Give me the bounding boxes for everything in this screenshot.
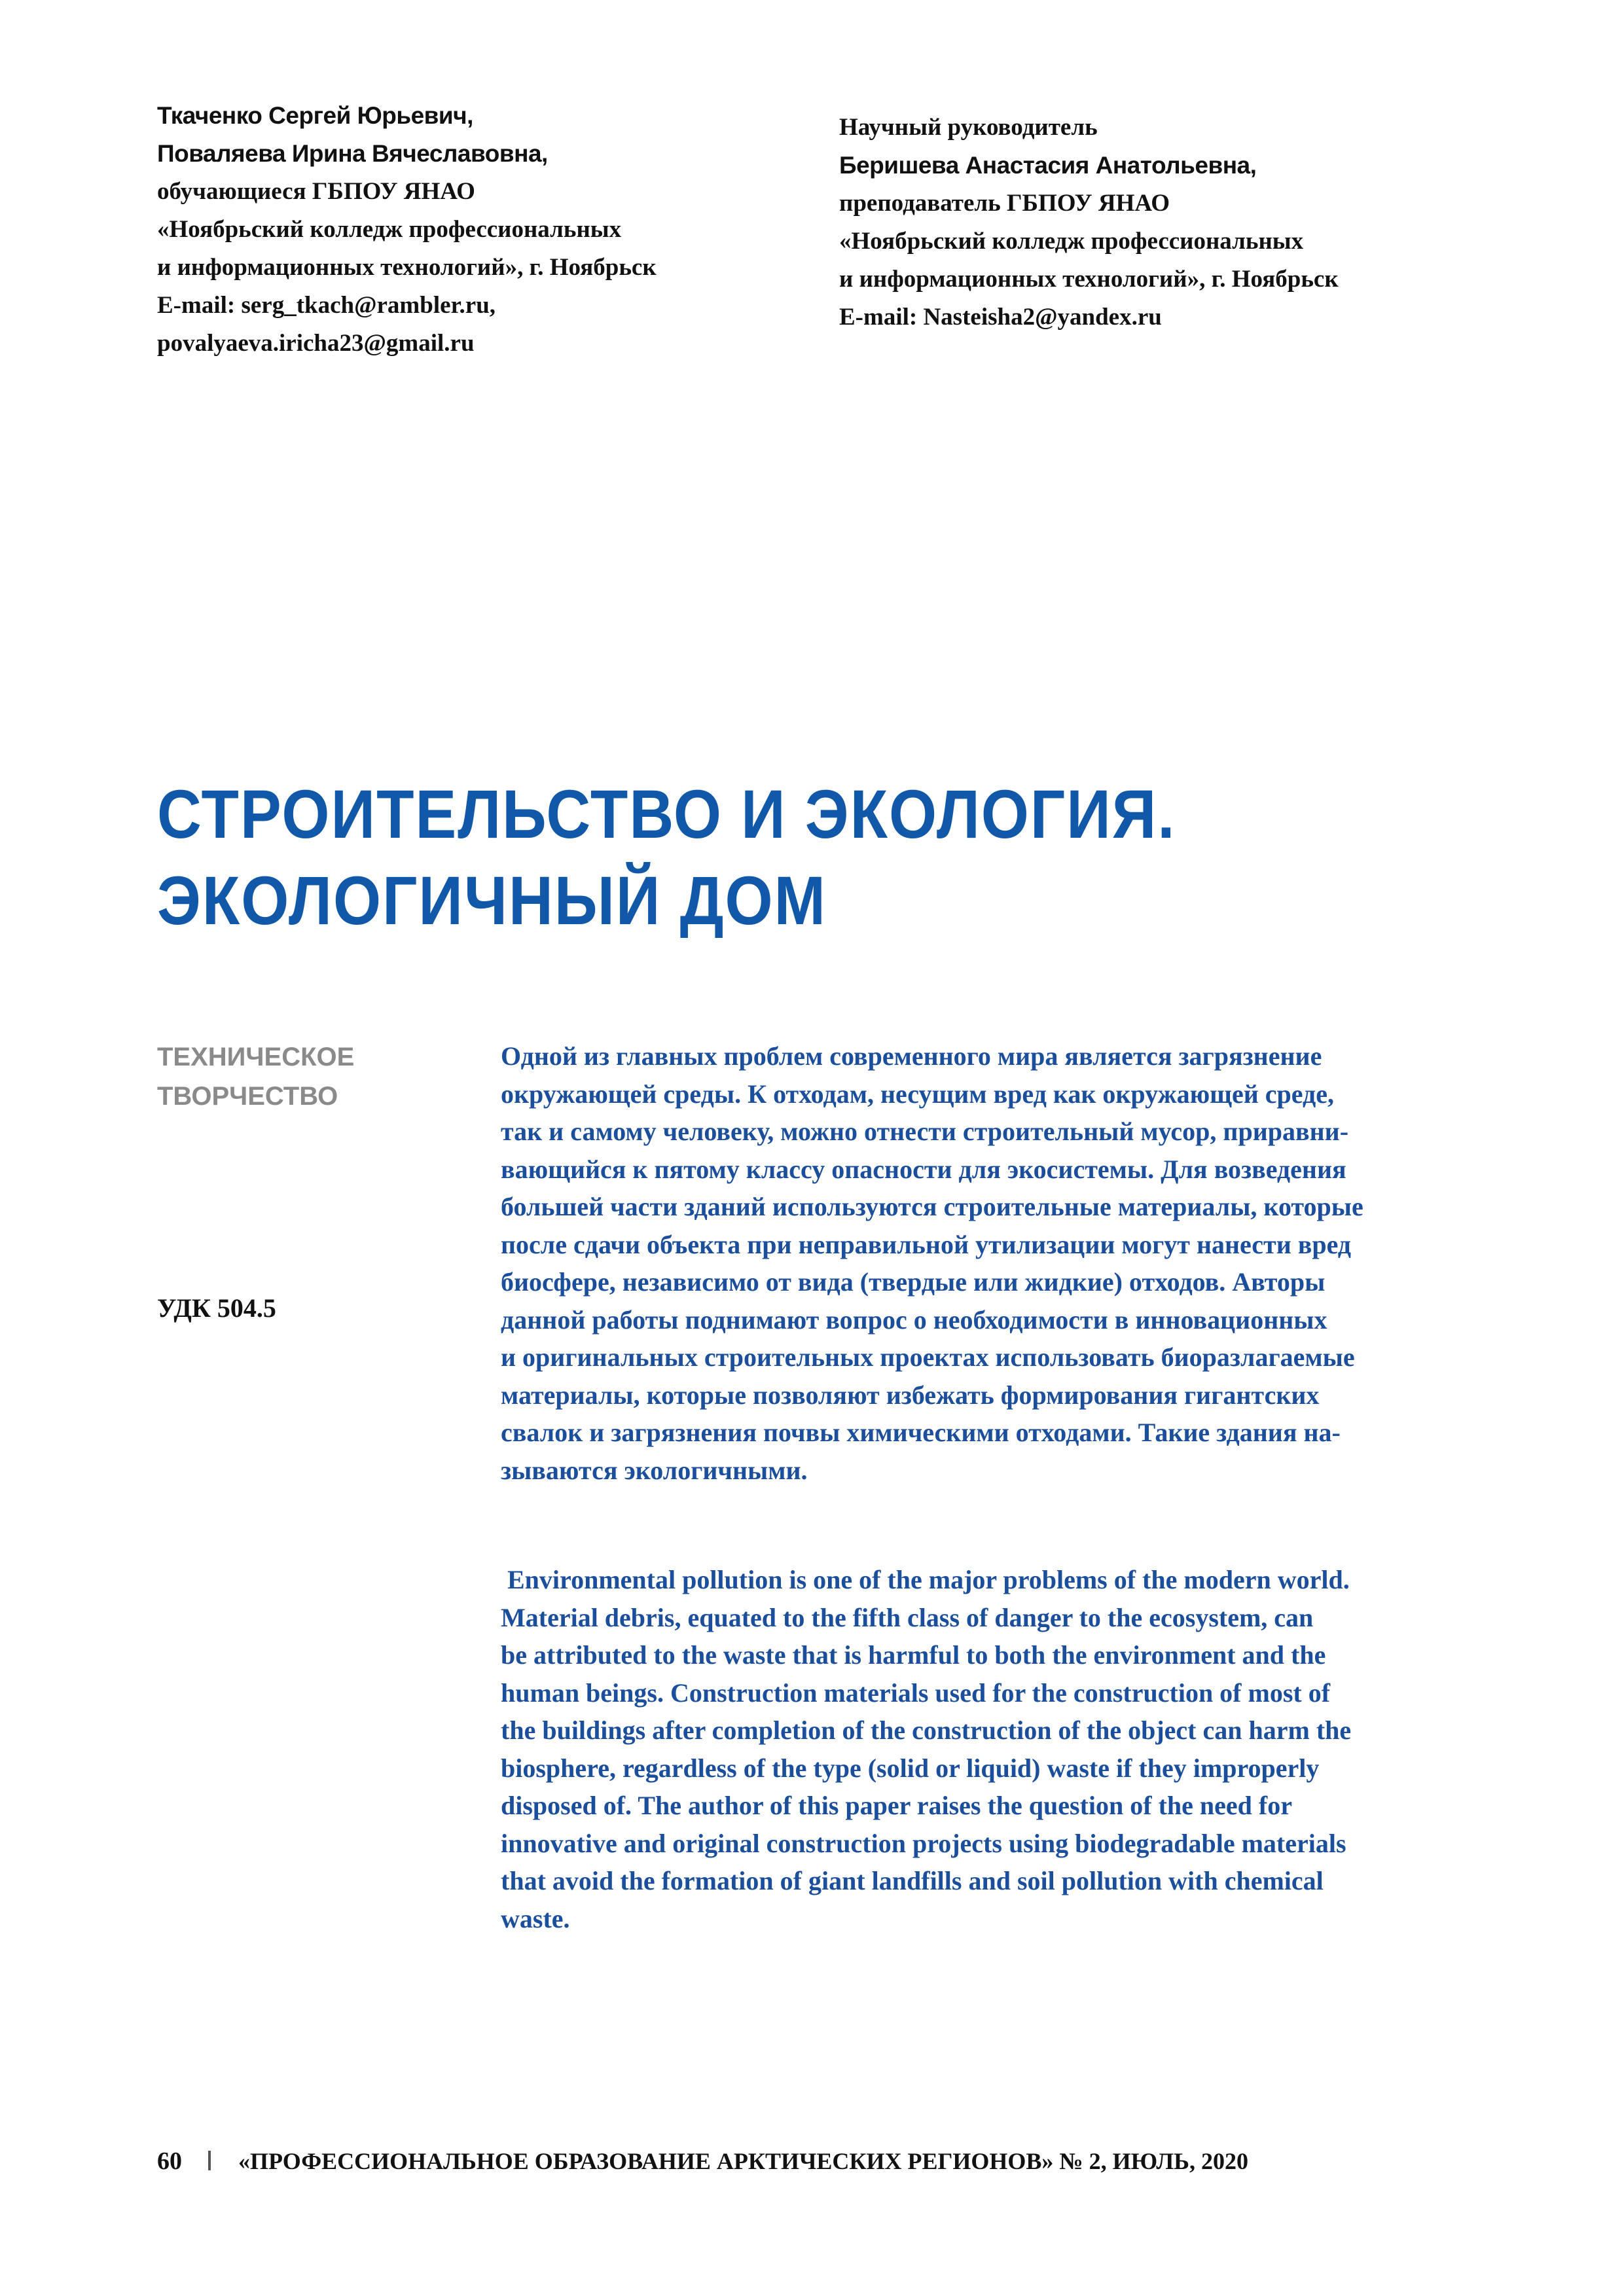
author-affiliation: и информационных технологий», г. Ноябрьск xyxy=(157,254,657,281)
abstract-line: Material debris, equated to the fifth class of danger to the ecosystem, can xyxy=(501,1602,1314,1632)
abstract-line: свалок и загрязнения почвы химическими отходами. Такие здания на- xyxy=(501,1418,1341,1447)
abstract-line: материалы, которые позволяют избежать формирования гигантских xyxy=(501,1380,1320,1410)
abstract-line: biosphere, regardless of the type (solid or liquid) waste if they improperly xyxy=(501,1753,1320,1783)
author-email: povalyaeva.iricha23@gmail.ru xyxy=(157,330,475,357)
supervisor-name: Беришева Анастасия Анатольевна, xyxy=(839,152,1257,179)
abstract-line: биосфере, независимо от вида (твердые или жидкие) отходов. Авторы xyxy=(501,1267,1326,1297)
abstract-line: be attributed to the waste that is harmful to both the environment and the xyxy=(501,1640,1326,1670)
article-title xyxy=(157,771,1466,944)
supervisor-affiliation: и информационных технологий», г. Ноябрьск xyxy=(839,266,1339,293)
page-footer xyxy=(157,2147,1466,2176)
supervisor-affiliation: преподаватель ГБПОУ ЯНАО xyxy=(839,190,1170,217)
section-rubric xyxy=(157,1037,432,1116)
abstract-line: вающийся к пятому классу опасности для экосистемы. Для возведения xyxy=(501,1154,1346,1184)
abstract-line: innovative and original construction projects using biodegradable materials xyxy=(501,1828,1346,1858)
supervisor-role: Научный руководитель xyxy=(839,114,1098,141)
abstract-line: waste. xyxy=(501,1903,570,1933)
abstract-line: так и самому человеку, можно отнести строительный мусор, приравни- xyxy=(501,1117,1349,1146)
abstract-line: that avoid the formation of giant landfills and soil pollution with chemical xyxy=(501,1866,1324,1895)
abstract-line: большей части зданий используются строительные материалы, которые xyxy=(501,1192,1363,1221)
article-title-line: ЭКОЛОГИЧНЫЙ ДОМ xyxy=(157,861,827,939)
abstract-line: после сдачи объекта при неправильной утилизации могут нанести вред xyxy=(501,1229,1352,1259)
footer-divider xyxy=(208,2151,211,2170)
rubric-line: ТВОРЧЕСТВО xyxy=(157,1082,338,1111)
abstract-line: Одной из главных проблем современного мира является загрязнение xyxy=(501,1041,1322,1071)
author-name: Поваляева Ирина Вячеславовна, xyxy=(157,140,548,167)
author-name: Ткаченко Сергей Юрьевич, xyxy=(157,102,473,129)
article-title-line: СТРОИТЕЛЬСТВО И ЭКОЛОГИЯ. xyxy=(157,775,1176,853)
abstract-line: human beings. Construction materials used for the construction of most of xyxy=(501,1677,1331,1708)
author-affiliation: «Ноябрьский колледж профессиональных xyxy=(157,216,622,243)
authors-block xyxy=(157,97,812,363)
supervisor-block xyxy=(839,109,1494,336)
abstract-line: Environmental pollution is one of the major problems of the modern world. xyxy=(501,1565,1350,1594)
abstract-line: данной работы поднимают вопрос о необходимости в инновационных xyxy=(501,1304,1327,1335)
abstract-line: зываются экологичными. xyxy=(501,1455,808,1485)
abstract-line: the buildings after completion of the construction of the object can harm the xyxy=(501,1715,1352,1745)
abstract-line: и оригинальных строительных проектах использовать биоразлагаемые xyxy=(501,1342,1355,1372)
page-number: 60 xyxy=(157,2147,182,2175)
abstract-russian xyxy=(501,1037,1476,1489)
supervisor-affiliation: «Ноябрьский колледж профессиональных xyxy=(839,228,1304,255)
rubric-line: ТЕХНИЧЕСКОЕ xyxy=(157,1043,355,1071)
udk-code: УДК 504.5 xyxy=(157,1293,276,1323)
journal-name: «ПРОФЕССИОНАЛЬНОЕ ОБРАЗОВАНИЕ АРКТИЧЕСКИХ РЕГИОНОВ» № 2, ИЮЛЬ, 2020 xyxy=(238,2148,1248,2174)
author-email: E-mail: serg_tkach@rambler.ru, xyxy=(157,292,496,319)
abstract-english xyxy=(501,1561,1476,1937)
supervisor-email: E-mail: Nasteisha2@yandex.ru xyxy=(839,304,1162,331)
abstract-line: disposed of. The author of this paper raises the question of the need for xyxy=(501,1791,1292,1820)
abstract-line: окружающей среды. К отходам, несущим вред как окружающей среде, xyxy=(501,1079,1334,1109)
author-affiliation: обучающиеся ГБПОУ ЯНАО xyxy=(157,178,475,205)
